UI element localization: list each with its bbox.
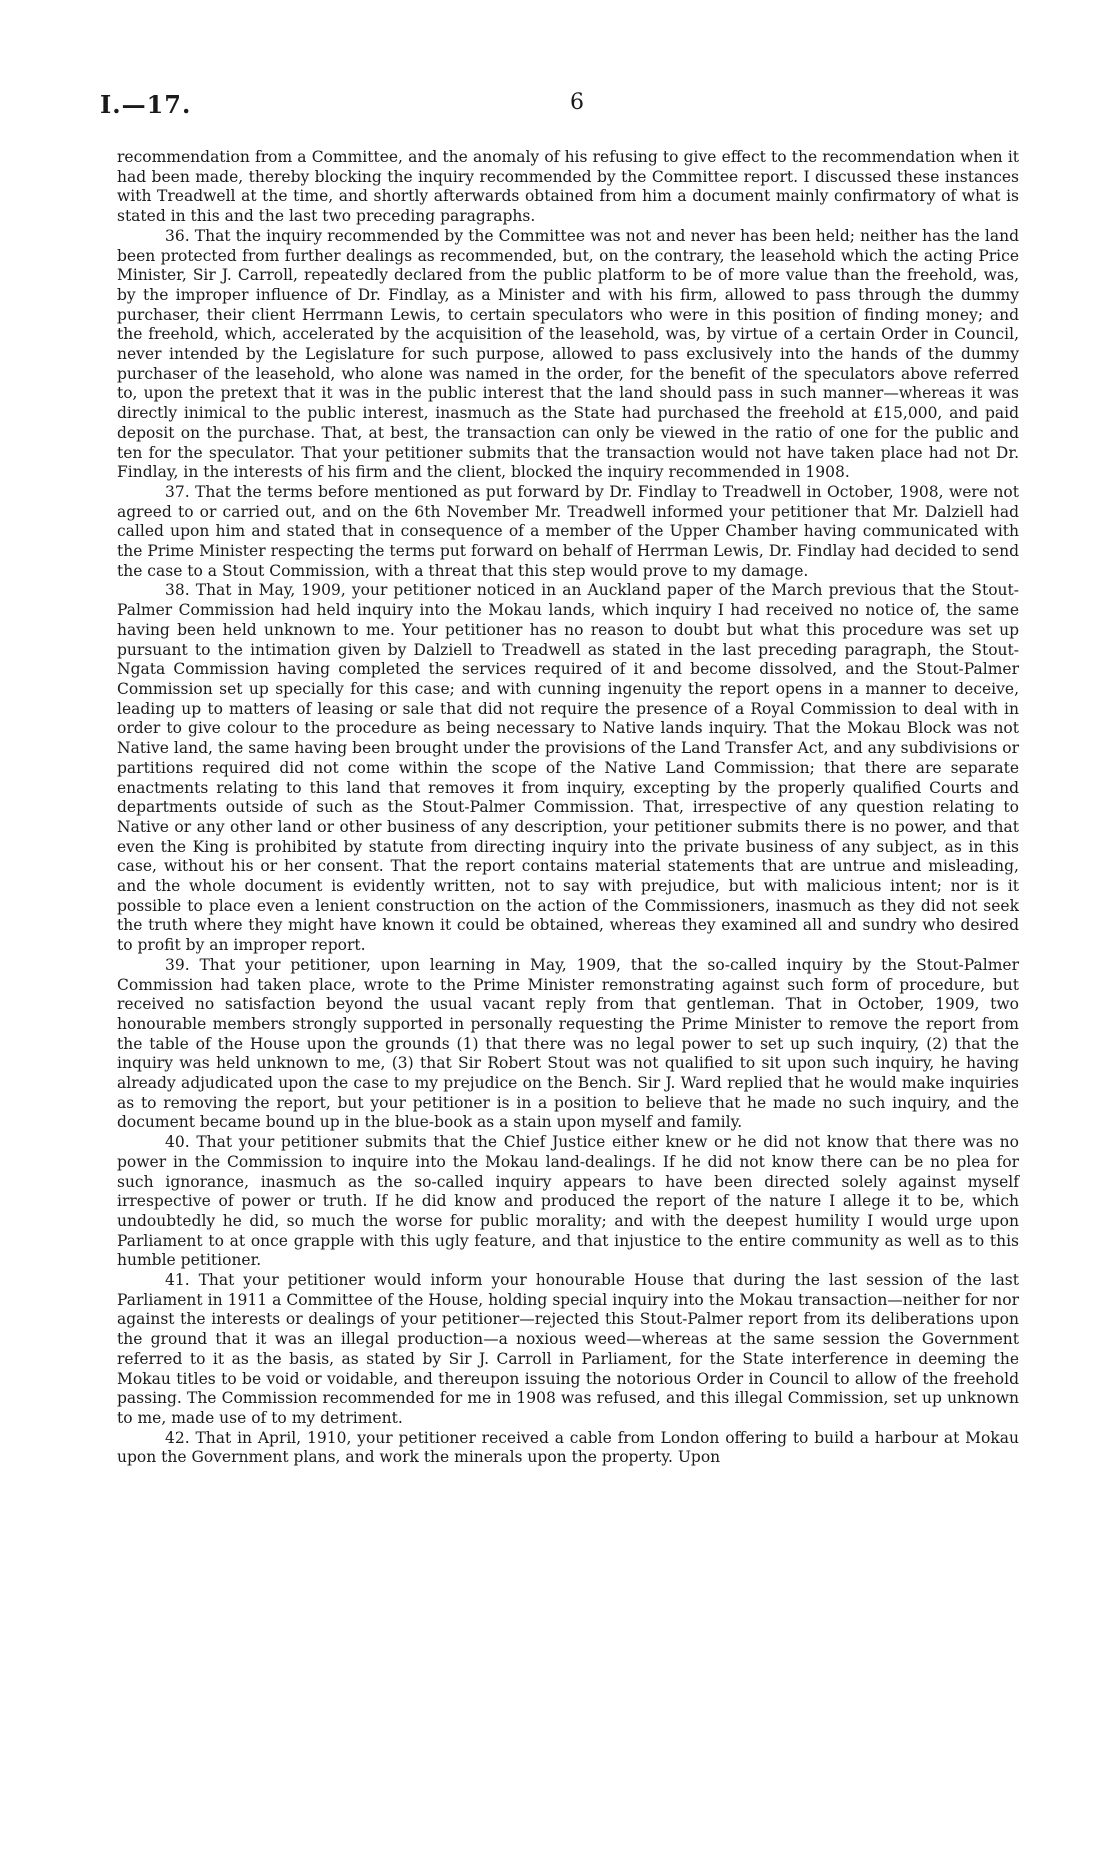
page-number: 6 (570, 90, 584, 115)
paragraph-42: 42. That in April, 1910, your petitioner received a cable from London offering to build a harbour at Mokau upon the Government plans, and work the minerals upon the property. Upon (117, 1428, 1019, 1467)
paragraph-39: 39. That your petitioner, upon learning in May, 1909, that the so-called inquiry by the Stout-Palmer Commission had taken place, wrote to the Prime Minister remonstrating against such form of procedure, but received no satisfaction beyond the usual vacant reply from that gentleman. That in October, 1909, two honourable members strongly supported in personally requesting the Prime Minister to remove the report from the table of the House upon the grounds (1) that there was no legal power to set up such inquiry, (2) that the inquiry was held unknown to me, (3) that Sir Robert Stout was not qualified to sit upon such inquiry, he having already adjudicated upon the case to my prejudice on the Bench. Sir J. Ward replied that he would make inquiries as to removing the report, but your petitioner is in a position to believe that he made no such inquiry, and the document became bound up in the blue-book as a stain upon myself and family. (117, 955, 1019, 1132)
page-header (100, 90, 980, 130)
paragraph-41: 41. That your petitioner would inform your honourable House that during the last session of the last Parliament in 1911 a Committee of the House, holding special inquiry into the Mokau transaction—neither for nor against the interests or dealings of your petitioner—rejected this Stout-Palmer report from its deliberations upon the ground that it was an illegal production—a noxious weed—whereas at the same session the Government referred to it as the basis, as stated by Sir J. Carroll in Parliament, for the State interference in deeming the Mokau titles to be void or voidable, and thereupon issuing the notorious Order in Council to allow of the freehold passing. The Commission recommended for me in 1908 was refused, and this illegal Commission, set up unknown to me, made use of to my detriment. (117, 1271, 1019, 1427)
paragraph-35-continued: recommendation from a Committee, and the anomaly of his refusing to give effect to the recommendation when it had been made, thereby blocking the inquiry recommended by the Committee report. I discussed these instances with Treadwell at the time, and shortly afterwards obtained from him a document mainly confirmatory of what is stated in this and the last two preceding paragraphs. (117, 148, 1019, 226)
paragraph-40: 40. That your petitioner submits that the Chief Justice either knew or he did not know that there was no power in the Commission to inquire into the Mokau land-dealings. If he did not know there can be no plea for such ignorance, inasmuch as the so-called inquiry appears to have been directed solely against myself irrespective of power or truth. If he did know and produced the report of the nature I allege it to be, which undoubtedly he did, so much the worse for public morality; and with the deepest humility I would urge upon Parliament to at once grapple with this ugly feature, and that injustice to the entire community as well as to this humble petitioner. (117, 1133, 1019, 1270)
paragraph-38: 38. That in May, 1909, your petitioner noticed in an Auckland paper of the March previous that the Stout-Palmer Commission had held inquiry into the Mokau lands, which inquiry I had received no notice of, the same having been held unknown to me. Your petitioner has no reason to doubt but what this procedure was set up pursuant to the intimation given by Dalziell to Treadwell as stated in the last preceding paragraph, the Stout-Ngata Commission having completed the services required of it and become dissolved, and the Stout-Palmer Commission set up specially for this case; and with cunning ingenuity the report opens in a manner to deceive, leading up to matters of leasing or sale that did not require the presence of a Royal Commission to deal with in order to give colour to the procedure as being necessary to Native lands inquiry. That the Mokau Block was not Native land, the same having been brought under the provisions of the Land Transfer Act, and any subdivisions or partitions required did not come within the scope of the Native Land Commission; that there are separate enactments relating to this land that removes it from inquiry, excepting by the properly qualified Courts and departments outside of such as the Stout-Palmer Commission. That, irrespective of any question relating to Native or any other land or other business of any description, your petitioner submits there is no power, and that even the King is prohibited by statute from directing inquiry into the private business of any subject, as in this case, without his or her consent. That the report contains material statements that are untrue and misleading, and the whole document is evidently written, not to say with prejudice, but with malicious intent; nor is it possible to place even a lenient construction on the action of the Commissioners, inasmuch as they did not seek the truth where they might have known it could be obtained, whereas they examined all and sundry who desired to profit by an improper report. (117, 581, 1019, 955)
paragraph-37: 37. That the terms before mentioned as put forward by Dr. Findlay to Treadwell in October, 1908, were not agreed to or carried out, and on the 6th November Mr. Treadwell informed your petitioner that Mr. Dalziell had called upon him and stated that in consequence of a member of the Upper Chamber having communicated with the Prime Minister respecting the terms put forward on behalf of Herrman Lewis, Dr. Findlay had decided to send the case to a Stout Commission, with a threat that this step would prove to my damage. (117, 482, 1019, 580)
document-reference: I.—17. (100, 90, 192, 119)
document-body (117, 148, 1019, 1468)
paragraph-36: 36. That the inquiry recommended by the Committee was not and never has been held; neither has the land been protected from further dealings as recommended, but, on the contrary, the leasehold which the acting Price Minister, Sir J. Carroll, repeatedly declared from the public platform to be of more value than the freehold, was, by the improper influence of Dr. Findlay, as a Minister and with his firm, allowed to pass through the dummy purchaser, their client Herrmann Lewis, to certain speculators who were in this position of finding money; and the freehold, which, accelerated by the acquisition of the leasehold, was, by virtue of a certain Order in Council, never intended by the Legislature for such purpose, allowed to pass exclusively into the hands of the dummy purchaser of the leasehold, who alone was named in the order, for the benefit of the speculators above referred to, upon the pretext that it was in the public interest that the land should pass in such manner—whereas it was directly inimical to the public interest, inasmuch as the State had purchased the freehold at £15,000, and paid deposit on the purchase. That, at best, the transaction can only be viewed in the ratio of one for the public and ten for the speculator. That your petitioner submits that the transaction would not have taken place had not Dr. Findlay, in the interests of his firm and the client, blocked the inquiry recommended in 1908. (117, 226, 1019, 482)
